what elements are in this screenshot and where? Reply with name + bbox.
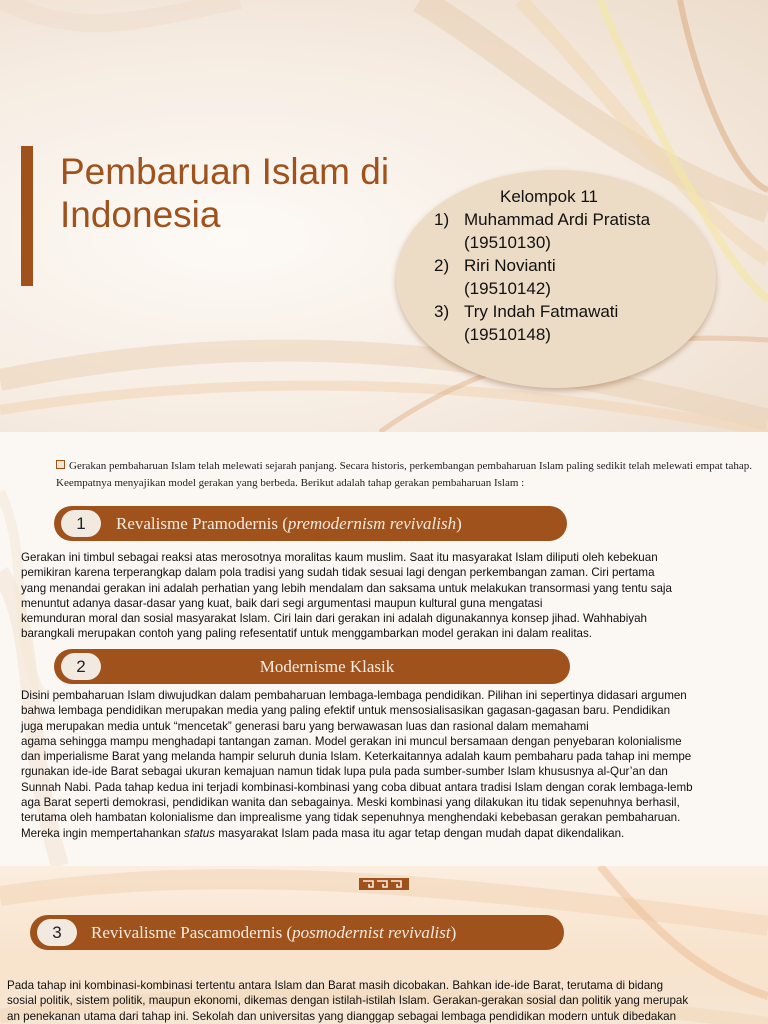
group-members-box xyxy=(434,185,724,346)
member-id: (19510130) xyxy=(464,233,551,252)
member-id: (19510148) xyxy=(464,325,551,344)
paragraph-line: menuntut adanya dasar-dasar yang kuat, baik dari segi argumentasi maupun kultural guna mengatasi xyxy=(21,596,543,610)
stage-title: Revivalisme Pascamodernis (posmodernist revivalist) xyxy=(91,923,457,942)
member-item xyxy=(434,300,724,346)
title-slide xyxy=(0,0,768,432)
paragraph-line: an penekanan utama dari tahap ini. Sekolah dan universitas yang dianggap sebagai lembaga pendidikan modern untuk dibedakan xyxy=(7,1009,677,1023)
stage-title: Revalisme Pramodernis (premodernism revivalish) xyxy=(116,514,462,533)
stage-3-banner xyxy=(30,915,564,950)
paragraph-line: kemunduran moral dan sosial masyarakat Islam. Ciri lain dari gerakan ini adalah digunakannya konsep jihad. Wahhabiyah xyxy=(21,612,647,626)
slide-title: Pembaruan Islam di Indonesia xyxy=(60,151,390,235)
square-bullet-icon xyxy=(56,460,65,469)
paragraph-line: terutama oleh hambatan kolonialisme dan imprealisme yang tidak sepenuhnya menghendaki kebebasan gerakan pembaharuan. xyxy=(21,811,681,825)
intro-paragraph xyxy=(56,458,761,492)
paragraph-line: Gerakan ini timbul sebagai reaksi atas merosotnya moralitas kaum muslim. Saat itu masyarakat Islam diliputi oleh kebekuan xyxy=(21,551,658,564)
member-id: (19510142) xyxy=(464,279,551,298)
paragraph-line: sosial politik, sistem politik, maupun ekonomi, dikemas dengan istilah-istilah Islam. Gerakan-gerakan sosial dan politik yang merupak xyxy=(7,994,689,1008)
member-name: Muhammad Ardi Pratista xyxy=(464,210,651,229)
stage-2-paragraph xyxy=(21,688,766,841)
member-item xyxy=(434,254,724,300)
stage-title: Modernisme Klasik xyxy=(259,657,395,676)
member-item xyxy=(434,208,724,254)
paragraph-line: aga Barat seperti demokrasi, pendidikan wanita dan sebagainya. Meski kombinasi yang dilakukan itu tidak sepenuhnya berhasil, xyxy=(21,796,680,810)
stage-number-badge: 2 xyxy=(61,653,101,680)
title-accent-bar xyxy=(21,146,33,286)
member-name: Riri Novianti xyxy=(464,256,556,275)
stage-number-badge: 3 xyxy=(37,919,77,946)
intro-text: Gerakan pembaharuan Islam telah melewati sejarah panjang. Secara historis, perkembangan pembaharuan Islam paling sedikit telah melewati empat tahap. Keempatnya menyajikan model gerakan yang berbeda. Berikut adalah tahap gerakan pembaharuan Islam : xyxy=(56,460,752,489)
group-heading: Kelompok 11 xyxy=(500,187,598,206)
paragraph-line: yang menandai gerakan ini adalah perhatian yang lebih mendalam dan saksama untuk melakukan transormasi yang tentu saja xyxy=(21,581,672,595)
paragraph-line: dan imperialisme Barat yang melanda hampir seluruh dunia Islam. Keterkaitannya adalah kaum pembaharu pada tahap ini mempe xyxy=(21,750,692,764)
member-name: Try Indah Fatmawati xyxy=(464,302,619,321)
paragraph-line: pemikiran karena terperangkap dalam pola tradisi yang sudah tidak sesuai lagi dengan perkembangan zaman. Ciri pertama xyxy=(21,566,655,580)
stage-1-banner xyxy=(54,506,567,541)
paragraph-line: Mereka ingin mempertahankan status masyarakat Islam pada masa itu agar tetap dengan mudah dapat dikendalikan. xyxy=(21,826,625,840)
content-slide xyxy=(0,432,768,866)
content-slide-3 xyxy=(0,866,768,1024)
paragraph-line: bahwa lembaga pendidikan merupakan media yang paling efektif untuk mensosialisasikan gagasan-gagasan baru. Pendidikan xyxy=(21,704,671,718)
paragraph-line: juga merupakan media untuk “mencetak” generasi baru yang berwawasan luas dan rasional dalam memahami xyxy=(21,719,589,733)
paragraph-line: Sunnah Nabi. Pada tahap kedua ini terjadi kombinasi-kombinasi yang coba dibuat antara tradisi Islam dengan corak lembaga-lemb xyxy=(21,780,693,794)
paragraph-line: Pada tahap ini kombinasi-kombinasi tertentu antara Islam dan Barat masih dicobakan. Bahkan ide-ide Barat, terutama di bidang xyxy=(7,979,664,992)
paragraph-line: barangkali merupakan contoh yang paling refesentatif untuk menggambarkan model gerakan ini dalam realitas. xyxy=(21,627,593,641)
stage-2-banner xyxy=(54,649,570,684)
member-number: 2) xyxy=(434,256,450,275)
greek-key-ornament-icon xyxy=(359,878,409,890)
paragraph-line: agama sehingga mampu menghadapi tantangan zaman. Model gerakan ini muncul bersamaan dengan penyebaran kolonialisme xyxy=(21,734,682,748)
member-number: 1) xyxy=(434,210,450,229)
paragraph-line: rgunakan ide-ide Barat sebagai ukuran kemajuan namun tidak lupa pula pada sumber-sumber Islam khususnya al-Qur’an dan xyxy=(21,765,668,779)
member-number: 3) xyxy=(434,302,450,321)
stage-1-paragraph xyxy=(21,550,766,642)
stage-number-badge: 1 xyxy=(61,510,101,537)
stage-3-paragraph xyxy=(7,978,767,1024)
paragraph-line: Disini pembaharuan Islam diwujudkan dalam pembaharuan lembaga-lembaga pendidikan. Pilihan ini sepertinya didasari argumen xyxy=(21,689,687,702)
